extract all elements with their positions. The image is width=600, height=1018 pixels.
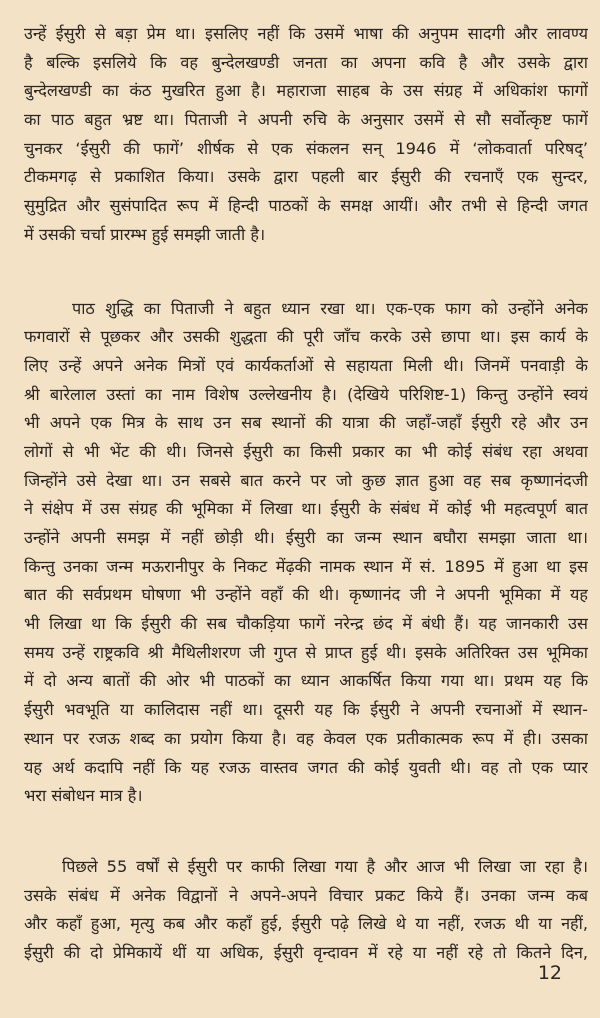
text-line: सुमुद्रित और सुसंपादित रूप में हिन्दी पाठकों के समक्ष आयीं। और तभी से हिन्दी जगत — [24, 196, 588, 216]
text-line: फगवारों से पूछकर और उसकी शुद्धता की पूरी जाँच करके उसे छापा था। इस कार्य के — [24, 327, 588, 347]
text-line: उन्होंने अपनी समझ में नहीं छोड़ी थी। ईसुरी का जन्म स्थान बघौरा समझा जाता था। — [24, 528, 588, 547]
text-line: लिए उन्हें अपने अनेक मित्रों एवं कार्यकर्ताओं से सहायता मिली थी। जिनमें पनवाड़ी के — [24, 355, 588, 375]
text-line: ईसुरी भवभूति या कालिदास नहीं था। दूसरी यह कि ईसुरी ने अपनी रचनाओं में स्थान- — [24, 700, 588, 720]
text-line: में उसकी चर्चा प्रारम्भ हुई समझी जाती है। — [24, 224, 266, 244]
text-line: भी अपने एक मित्र के साथ उन सब स्थानों की यात्रा की जहाँ-जहाँ ईसुरी रहे और उन — [24, 413, 588, 433]
text-line: पाठ शुद्धि का पिताजी ने बहुत ध्यान रखा था। एक-एक फाग को उन्होंने अनेक — [72, 298, 588, 318]
text-line: पिछले 55 वर्षों से ईसुरी पर काफी लिखा गया है और आज भी लिखा जा रहा है। — [62, 856, 588, 876]
text-line: किन्तु उनका जन्म मऊरानीपुर के निकट मेंढ़की नामक स्थान में सं. 1895 में हुआ था इस — [24, 556, 588, 576]
paragraph-3 — [24, 853, 588, 968]
text-line: उन्हें ईसुरी से बड़ा प्रेम था। इसलिए नहीं कि उसमें भाषा की अनुपम सादगी और लावण्य — [24, 24, 588, 43]
text-line: समय उन्हें राष्ट्रकवि श्री मैथिलीशरण जी गुप्त से प्राप्त हुई थी। इसके अतिरिक्त उस भूमिका — [24, 642, 588, 662]
text-line: बात की सर्वप्रथम घोषणा भी उन्होंने वहाँ की थी। कृष्णानंद जी ने अपनी भूमिका में यह — [24, 585, 588, 605]
text-line: में दो अन्य बातों की ओर भी पाठकों का ध्यान आकर्षित किया गया था। प्रथम यह कि — [24, 671, 588, 691]
text-line: ईसुरी की दो प्रेमिकायें थीं या अधिक, ईसुरी वृन्दावन में रहे या नहीं रहे तो कितने दिन, — [24, 942, 588, 962]
text-line: श्री बारेलाल उस्तां का नाम विशेष उल्लेखनीय है। (देखिये परिशिष्ट-1) किन्तु उन्होंने स्वयं — [24, 384, 588, 404]
paragraph-1 — [24, 20, 588, 250]
text-line: यह अर्थ कदापि नहीं कि यह रजऊ वास्तव जगत की कोई युवती थी। वह तो एक प्यार — [24, 757, 588, 777]
text-line: भरा संबोधन मात्र है। — [24, 786, 143, 806]
text-line: है बल्कि इसलिये कि वह बुन्देलखण्डी जनता का अपना कवि है और उसके द्वारा — [24, 52, 588, 72]
page-number: 12 — [537, 962, 562, 984]
paragraph-2 — [24, 295, 588, 811]
text-line: लोगों से भी भेंट की थी। जिनसे ईसुरी का किसी प्रकार का भी कोई संबंध रहा अथवा — [24, 441, 588, 461]
text-line: का पाठ बहुत भ्रष्ट था। पिताजी ने अपनी रुचि के अनुसार उसमें से सौ सर्वोत्कृष्ट फागें — [24, 110, 588, 130]
text-line: स्थान पर रजऊ शब्द का प्रयोग किया है। वह केवल एक प्रतीकात्मक रूप में ही। उसका — [24, 728, 588, 748]
text-line: टीकमगढ़ से प्रकाशित किया। उसके द्वारा पहली बार ईसुरी की रचनाएँ एक सुन्दर, — [24, 167, 588, 187]
text-line: और कहाँ हुआ, मृत्यु कब और कहाँ हुई, ईसुरी पढ़े लिखे थे या नहीं, रजऊ थी या नहीं, — [24, 914, 588, 934]
text-line: चुनकर ‘ईसुरी की फागें’ शीर्षक से एक संकलन सन् 1946 में ‘लोकवार्ता परिषद्’ — [24, 138, 588, 158]
text-line: भी लिखा था कि ईसुरी की सब चौकड़िया फागें नरेन्द्र छंद में बंधी हैं। यह जानकारी उस — [24, 614, 588, 634]
text-line: जिन्होंने उसे देखा था। उन सबसे बात करने पर जो कुछ ज्ञात हुआ वह सब कृष्णानंदजी — [24, 470, 588, 490]
text-line: उसके संबंध में अनेक विद्वानों ने अपने-अपने विचार प्रकट किये हैं। उनका जन्म कब — [24, 885, 588, 905]
text-line: बुन्देलखण्डी का कंठ मुखरित हुआ है। महाराजा साहब के उस संग्रह में अधिकांश फागों — [24, 81, 588, 101]
text-line: ने संक्षेप में उस संग्रह की भूमिका में लिखा था। ईसुरी के संबंध में कोई भी महत्वपूर्ण बात — [24, 499, 588, 519]
